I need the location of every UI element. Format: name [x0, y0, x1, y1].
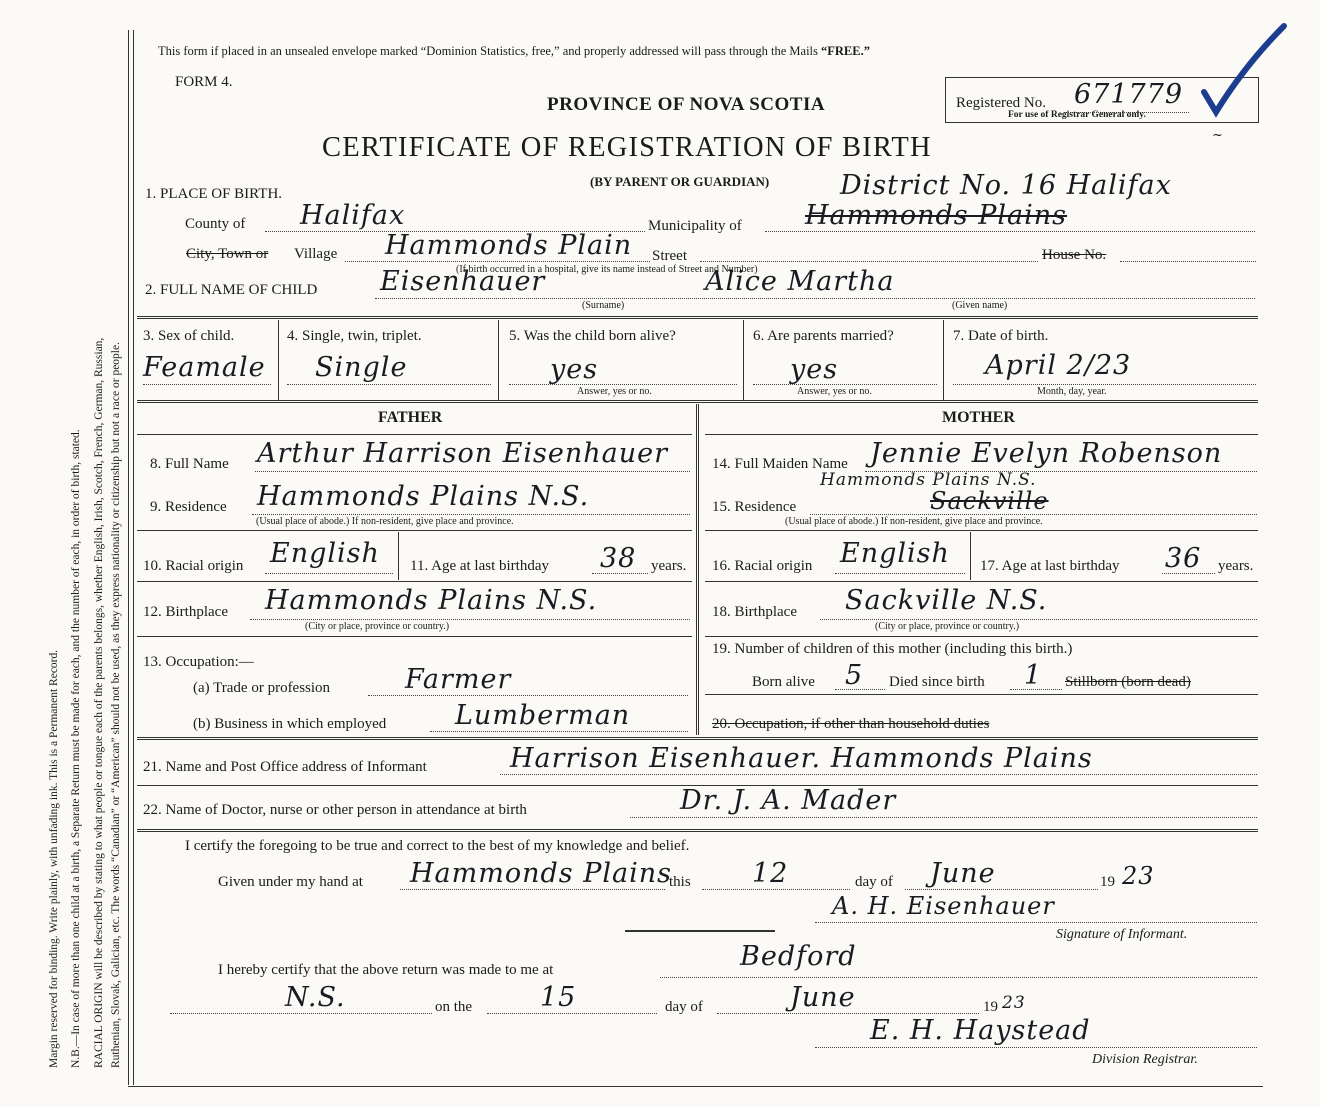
mother-birthplace-label: 18. Birthplace	[712, 604, 797, 620]
given-place: Hammonds Plains	[410, 858, 672, 889]
father-racial-label: 10. Racial origin	[143, 558, 244, 574]
certificate-subtitle: (BY PARENT OR GUARDIAN)	[590, 174, 770, 189]
form-number: FORM 4.	[175, 74, 233, 90]
surname-caption: (Surname)	[582, 300, 625, 311]
registrar-place-province: N.S.	[285, 982, 346, 1013]
alive-answer-caption: Answer, yes or no.	[577, 386, 652, 397]
born-alive-question: 5. Was the child born alive?	[509, 328, 676, 344]
mother-age: 36	[1165, 543, 1202, 574]
died-since-birth-label: Died since birth	[889, 674, 985, 690]
mother-residence: Hammonds Plains N.S.	[820, 470, 1037, 490]
informant-value: Harrison Eisenhauer. Hammonds Plains	[510, 743, 1093, 774]
municipality-value: Hammonds Plains	[805, 200, 1067, 231]
trade-value: Farmer	[405, 664, 512, 695]
mother-name: Jennie Evelyn Robenson	[870, 438, 1223, 469]
parents-married-answer: yes	[790, 354, 839, 385]
certificate-title: CERTIFICATE OF REGISTRATION OF BIRTH	[322, 132, 932, 163]
child-surname: Eisenhauer	[380, 266, 546, 297]
mail-notice-free: “FREE.”	[821, 44, 870, 58]
certify-day: 12	[752, 858, 789, 889]
registrar-signature: E. H. Haystead	[870, 1015, 1091, 1046]
section-rule-3	[137, 737, 1258, 740]
section-rule-4	[137, 829, 1258, 832]
province-heading: PROVINCE OF NOVA SCOTIA	[547, 94, 826, 115]
registrar-day: 15	[540, 982, 577, 1013]
business-value: Lumberman	[455, 700, 631, 731]
registrar-year-prefix: 19	[983, 999, 998, 1015]
sex-value: Feamale	[143, 352, 266, 383]
father-years-label: years.	[651, 558, 687, 574]
mother-heading: MOTHER	[942, 409, 1015, 426]
father-residence-caption: (Usual place of abode.) If non-resident, give place and province.	[256, 516, 514, 527]
father-birthplace-label: 12. Birthplace	[143, 604, 228, 620]
hospital-note: (If birth occurred in a hospital, give its name instead of Street and Number)	[456, 264, 758, 275]
registrar-statement: I hereby certify that the above return was made to me at	[218, 962, 554, 978]
father-heading: FATHER	[378, 409, 443, 426]
born-alive-answer: yes	[550, 354, 599, 385]
mother-years-label: years.	[1218, 558, 1254, 574]
given-under-label: Given under my hand at	[218, 874, 363, 890]
child-name-label: 2. FULL NAME OF CHILD	[145, 282, 318, 298]
given-name-caption: (Given name)	[952, 300, 1008, 311]
parents-divider	[696, 404, 699, 735]
section-rule-2	[137, 400, 1258, 403]
margin-nb-note: N.B.—In case of more than one child at a birth, a Separate Return must be made for each, and the number of each, in order of birth, stated.	[70, 429, 82, 1068]
occupation-label: 13. Occupation:—	[143, 654, 254, 670]
informant-signature-caption: Signature of Informant.	[1056, 927, 1188, 942]
mail-notice-text: This form if placed in an unsealed envelope marked “Dominion Statistics, free,” and properly addressed will pass through the Mails	[158, 44, 818, 58]
children-count-label: 19. Number of children of this mother (including this birth.)	[712, 641, 1073, 657]
registrar-use-note: For use of Registrar General only.	[1008, 110, 1146, 120]
mother-age-label: 17. Age at last birthday	[980, 558, 1120, 574]
father-residence: Hammonds Plains N.S.	[257, 481, 590, 512]
registrar-month: June	[790, 982, 856, 1013]
bottom-rule	[128, 1086, 1263, 1087]
mother-residence-caption: (Usual place of abode.) If non-resident, give place and province.	[785, 516, 1043, 527]
child-given-name: Alice Martha	[705, 266, 895, 297]
mother-occupation-label: 20. Occupation, if other than household duties	[712, 716, 990, 732]
registrar-signature-caption: Division Registrar.	[1092, 1052, 1198, 1067]
registrar-on-the-label: on the	[435, 999, 473, 1015]
plurality-label: 4. Single, twin, triplet.	[287, 328, 422, 344]
certify-statement: I certify the foregoing to be true and correct to the best of my knowledge and belief.	[185, 838, 690, 854]
registered-number: 671779	[1074, 79, 1184, 110]
certify-year: 23	[1122, 862, 1155, 890]
mail-notice	[158, 44, 870, 59]
registrar-day-of-label: day of	[665, 999, 703, 1015]
mother-residence-struck: Sackville	[930, 487, 1049, 515]
died-since-birth-count: 1	[1024, 660, 1043, 691]
certify-year-prefix: 19	[1100, 874, 1115, 890]
business-label: (b) Business in which employed	[193, 716, 387, 732]
village-value: Hammonds Plain	[385, 230, 633, 261]
doctor-label: 22. Name of Doctor, nurse or other person in attendance at birth	[143, 802, 527, 818]
county-value: Halifax	[300, 200, 406, 231]
born-alive-label: Born alive	[752, 674, 815, 690]
margin-binding-note: Margin reserved for binding. Write plainly, with unfading ink. This is a Permanent Record.	[48, 649, 60, 1068]
father-age: 38	[600, 543, 637, 574]
dob-caption: Month, day, year.	[1037, 386, 1107, 397]
district-value: District No. 16 Halifax	[840, 170, 1172, 201]
informant-label: 21. Name and Post Office address of Informant	[143, 759, 427, 775]
margin-racial-note-2: Ruthenian, Slovak, Galician, etc. The words “Canadian” or “American” should not be used, as they express nationality or citizenship but not a race or people.	[110, 342, 122, 1068]
stillborn-label: Stillborn (born dead)	[1065, 674, 1191, 690]
father-name: Arthur Harrison Eisenhauer	[257, 438, 669, 469]
city-town-label: City, Town or	[186, 246, 269, 262]
certify-day-of-label: day of	[855, 874, 893, 890]
margin-rule-inner	[133, 30, 134, 1085]
father-age-label: 11. Age at last birthday	[410, 558, 549, 574]
place-of-birth-label: 1. PLACE OF BIRTH.	[145, 186, 283, 202]
parents-married-question: 6. Are parents married?	[753, 328, 894, 344]
check-mark-icon	[1200, 20, 1290, 120]
plurality-value: Single	[315, 352, 408, 383]
father-name-label: 8. Full Name	[150, 456, 229, 472]
registrar-year: 23	[1002, 993, 1026, 1013]
section-rule	[137, 316, 1258, 319]
margin-mark: ~	[1212, 128, 1224, 143]
trade-label: (a) Trade or profession	[193, 680, 331, 696]
registered-label: Registered No.	[956, 95, 1046, 111]
doctor-value: Dr. J. A. Mader	[680, 785, 897, 816]
father-residence-label: 9. Residence	[150, 499, 227, 515]
this-label: this	[669, 874, 691, 890]
mother-birthplace: Sackville N.S.	[845, 585, 1048, 616]
mother-birthplace-caption: (City or place, province or country.)	[875, 621, 1020, 632]
certify-month: June	[930, 858, 996, 889]
dob-label: 7. Date of birth.	[953, 328, 1049, 344]
married-answer-caption: Answer, yes or no.	[797, 386, 872, 397]
father-birthplace: Hammonds Plains N.S.	[265, 585, 598, 616]
father-racial-origin: English	[270, 538, 380, 569]
village-label: Village	[294, 246, 338, 262]
mother-residence-label: 15. Residence	[712, 499, 797, 515]
margin-rule	[128, 30, 129, 1085]
dob-value: April 2/23	[985, 350, 1132, 381]
mother-name-label: 14. Full Maiden Name	[712, 456, 848, 472]
house-no-label: House No.	[1042, 247, 1107, 263]
mother-racial-label: 16. Racial origin	[712, 558, 813, 574]
father-birthplace-caption: (City or place, province or country.)	[305, 621, 450, 632]
registrar-place: Bedford	[740, 941, 857, 972]
signature-divider	[625, 930, 775, 932]
margin-racial-note: RACIAL ORIGIN will be described by stating to what people or tongue each of the parents belongs, whether English, Irish, Scotch, French, German, Russian,	[93, 337, 105, 1068]
mother-racial-origin: English	[840, 538, 950, 569]
born-alive-count: 5	[845, 660, 864, 691]
sex-label: 3. Sex of child.	[143, 328, 235, 344]
informant-signature: A. H. Eisenhauer	[832, 892, 1055, 920]
municipality-label: Municipality of	[648, 218, 742, 234]
street-label: Street	[652, 248, 687, 264]
county-label: County of	[185, 216, 246, 232]
